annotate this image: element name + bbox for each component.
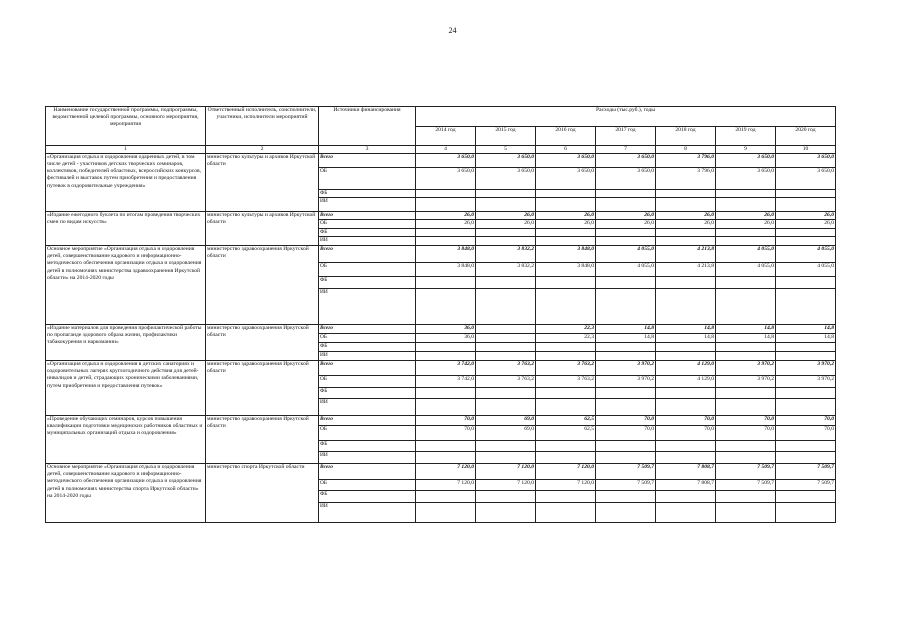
expense-value [776,343,836,352]
funding-source: Всего [319,464,416,480]
funding-source: ИИ [319,237,416,246]
expense-value [596,388,656,399]
funding-source: Всего [319,212,416,220]
expense-value: 3 796,0 [656,154,716,168]
expense-value [536,352,596,361]
expense-value [536,237,596,246]
expense-value: 4 213,8 [656,263,716,277]
funding-source: ОБ [319,480,416,491]
expense-value [656,491,716,503]
expense-value: 3 848,0 [416,246,476,263]
expense-value: 3 970,2 [596,376,656,388]
expense-value: 3 970,2 [776,376,836,388]
table-row [46,464,836,480]
expense-value [656,277,716,289]
responsible-executor: министерство культуры и архивов Иркутской области [206,212,319,246]
expense-value: 3 650,0 [416,154,476,168]
expense-value [656,399,716,416]
expense-value: 70,0 [716,416,776,426]
expense-value [536,388,596,399]
funding-source: ОБ [319,376,416,388]
column-number: 6 [536,146,596,154]
funding-source: ФБ [319,229,416,237]
expense-value [476,334,536,343]
expense-value [596,441,656,452]
expense-value: 26,0 [476,220,536,229]
funding-source: ИИ [319,503,416,523]
column-number: 10 [776,146,836,154]
header-expenses: Расходы (тыс.руб.), годы [416,107,836,127]
expense-value: 70,0 [416,416,476,426]
expense-value [536,343,596,352]
expense-value: 26,0 [656,212,716,220]
expense-value [656,388,716,399]
expense-value [476,237,536,246]
expense-value [716,229,776,237]
expense-value: 14,8 [596,334,656,343]
expense-value [716,452,776,464]
expense-value [416,491,476,503]
expense-value [776,190,836,198]
expense-value [716,277,776,289]
expense-value [716,503,776,523]
expense-value [656,198,716,212]
expense-value [476,399,536,416]
funding-source: Всего [319,246,416,263]
expense-value: 3 650,0 [776,154,836,168]
expense-value [476,190,536,198]
header-responsible: Ответственный исполнитель, соисполнители, участники, исполнители мероприятий [206,107,319,146]
expense-value: 14,8 [656,325,716,334]
expense-value [476,452,536,464]
expense-value: 3 848,0 [536,246,596,263]
expense-value [716,352,776,361]
expense-value [776,289,836,325]
column-number: 2 [206,146,319,154]
expense-value: 3 970,2 [716,376,776,388]
expense-value: 7 509,7 [596,464,656,480]
funding-source: ОБ [319,334,416,343]
expense-value [596,198,656,212]
expense-value: 3 970,2 [776,361,836,376]
column-number: 7 [596,146,656,154]
expense-value [416,452,476,464]
expense-value: 26,0 [656,220,716,229]
expense-value: 3 763,2 [476,361,536,376]
activity-name: «Организация отдыха и оздоровления одаренных детей, в том числе детей - участников детских творческих семинаров, коллективов, победителей областных, всероссийских конкурсов, фестивалей и выставок путем приобретения и предоставления путевок в оздоровительные учреждения» [46,154,206,212]
table-row [46,361,836,376]
funding-source: ИИ [319,399,416,416]
header-source: Источники финансирования [319,107,416,146]
funding-source: ОБ [319,168,416,190]
expense-value: 3 970,2 [716,361,776,376]
funding-source: ФБ [319,388,416,399]
funding-source: ФБ [319,441,416,452]
expense-value [776,491,836,503]
expense-value [536,229,596,237]
expense-value [596,491,656,503]
funding-source: ИИ [319,352,416,361]
expense-value [416,352,476,361]
expense-value [476,343,536,352]
expense-value: 26,0 [716,220,776,229]
expense-value: 7 808,7 [656,480,716,491]
expense-value [416,237,476,246]
expense-value [536,399,596,416]
expense-value [596,277,656,289]
expense-value: 3 650,0 [416,168,476,190]
expense-value [536,503,596,523]
expense-value: 4 055,0 [716,246,776,263]
expense-value [596,452,656,464]
expense-value [476,441,536,452]
column-number: 5 [476,146,536,154]
expense-value [476,229,536,237]
table-row [46,212,836,220]
expense-value [596,343,656,352]
expense-value [716,198,776,212]
responsible-executor: министерство здравоохранения Иркутской области [206,416,319,464]
expense-value: 70,0 [416,426,476,441]
expense-value: 70,0 [776,416,836,426]
expense-value: 4 055,0 [596,263,656,277]
header-year: 2018 год [656,127,716,146]
expense-value: 4 055,0 [596,246,656,263]
expense-value: 14,8 [776,325,836,334]
expense-value [776,198,836,212]
expense-value: 62,5 [536,416,596,426]
expense-value: 22,3 [536,325,596,334]
responsible-executor: министерство культуры и архивов Иркутской области [206,154,319,212]
expense-value: 7 509,7 [776,480,836,491]
expense-value: 70,0 [656,416,716,426]
funding-source: ФБ [319,190,416,198]
expense-value [476,277,536,289]
expense-value: 7 120,0 [416,480,476,491]
funding-source: ФБ [319,277,416,289]
table-row [46,154,836,168]
expense-value [596,352,656,361]
expense-value: 3 970,2 [596,361,656,376]
expense-value [656,343,716,352]
expense-value [416,277,476,289]
expense-value: 3 763,2 [536,361,596,376]
expense-value: 26,0 [596,212,656,220]
expense-value [416,399,476,416]
expense-value: 26,0 [776,220,836,229]
column-number: 8 [656,146,716,154]
expense-value [536,441,596,452]
expense-value: 22,3 [536,334,596,343]
expense-value [476,352,536,361]
expense-value [716,388,776,399]
expense-value: 3 650,0 [476,154,536,168]
table-row [46,325,836,334]
expense-value [776,388,836,399]
expense-value: 69,0 [476,426,536,441]
column-number: 3 [319,146,416,154]
table-row [46,416,836,426]
activity-name: Основное мероприятие «Организация отдыха и оздоровления детей, совершенствование кадрового и информационно-методического обеспечения организации отдыха и оздоровления детей в полномочиях министерства спорта Иркутской области» на 2014-2020 годы [46,464,206,523]
expense-value [716,289,776,325]
activity-name: «Проведение обучающих семинаров, курсов повышения квалификации подготовки медицинских работников областных и муниципальных организаций отдыха и оздоровления» [46,416,206,464]
expense-value: 3 832,2 [476,246,536,263]
funding-source: Всего [319,416,416,426]
expense-value: 70,0 [776,426,836,441]
expense-value [476,325,536,334]
expense-value [596,399,656,416]
expense-value: 3 650,0 [536,154,596,168]
expense-value: 7 509,7 [716,480,776,491]
expense-value [596,503,656,523]
responsible-executor: министерство здравоохранения Иркутской области [206,246,319,325]
expense-value: 26,0 [536,220,596,229]
expense-value: 14,8 [716,334,776,343]
activity-name: «Издание материалов для проведения профилактической работы по пропаганде здорового образа жизни, профилактики табакокурения и наркомании» [46,325,206,361]
expense-value [416,388,476,399]
expense-value [716,491,776,503]
expense-value: 14,8 [716,325,776,334]
expense-value: 7 509,7 [716,464,776,480]
column-number: 4 [416,146,476,154]
expense-value: 3 742,0 [416,361,476,376]
funding-source: ИИ [319,452,416,464]
funding-source: ОБ [319,220,416,229]
funding-source: Всего [319,325,416,334]
expense-value: 26,0 [716,212,776,220]
expense-value [656,229,716,237]
expense-value [716,441,776,452]
expense-value [596,229,656,237]
header-year: 2017 год [596,127,656,146]
activity-name: «Организация отдыха и оздоровления в детских санаториях и оздоровительных лагерях круглогодичного действия для детей-инвалидов и детей, страдающих хроническими заболеваниями, путем приобретения и предоставления путевок» [46,361,206,416]
expense-value [776,399,836,416]
header-name: Наименование государственной программы, подпрограммы, ведомственной целевой программы, основного мероприятия, мероприятия [46,107,206,146]
expense-value: 7 509,7 [596,480,656,491]
responsible-executor: министерство здравоохранения Иркутской области [206,325,319,361]
responsible-executor: министерство здравоохранения Иркутской области [206,361,319,416]
expense-value: 4 213,8 [656,246,716,263]
expense-value: 7 120,0 [416,464,476,480]
expense-value: 4 055,0 [776,246,836,263]
expense-value [716,343,776,352]
expense-value: 7 509,7 [776,464,836,480]
expense-value [776,503,836,523]
expense-value: 14,8 [596,325,656,334]
funding-source: ФБ [319,491,416,503]
header-year: 2016 год [536,127,596,146]
column-number: 1 [46,146,206,154]
expense-value [416,198,476,212]
budget-table [45,106,836,523]
activity-name: «Издание ежегодного буклета по итогам проведения творческих смен по видам искусств» [46,212,206,246]
expense-value [716,237,776,246]
expense-value [596,190,656,198]
expense-value: 36,0 [416,334,476,343]
expense-value: 36,0 [416,325,476,334]
expense-value [416,343,476,352]
expense-value [536,198,596,212]
expense-value: 3 650,0 [776,168,836,190]
expense-value: 3 763,2 [536,376,596,388]
expense-value: 3 848,0 [536,263,596,277]
expense-value [656,289,716,325]
expense-value [776,452,836,464]
expense-value [596,237,656,246]
expense-value: 26,0 [776,212,836,220]
header-year: 2015 год [476,127,536,146]
expense-value [776,352,836,361]
funding-source: ИИ [319,198,416,212]
expense-value: 26,0 [416,220,476,229]
expense-value: 3 796,0 [656,168,716,190]
expense-value [416,441,476,452]
expense-value [716,190,776,198]
expense-value: 7 120,0 [476,464,536,480]
table-row [46,246,836,263]
expense-value: 3 650,0 [596,168,656,190]
expense-value: 70,0 [596,416,656,426]
expense-value [476,289,536,325]
expense-value: 3 848,0 [416,263,476,277]
funding-source: ОБ [319,426,416,441]
expense-value: 14,8 [776,334,836,343]
expense-value [536,277,596,289]
expense-value: 3 650,0 [596,154,656,168]
expense-value: 7 120,0 [536,464,596,480]
responsible-executor: министерство спорта Иркутской области [206,464,319,523]
funding-source: Всего [319,361,416,376]
expense-value [416,289,476,325]
expense-value [656,352,716,361]
expense-value [656,441,716,452]
funding-source: ОБ [319,263,416,277]
expense-value: 7 120,0 [476,480,536,491]
expense-value: 7 120,0 [536,480,596,491]
expense-value: 7 808,7 [656,464,716,480]
expense-value: 70,0 [656,426,716,441]
expense-value [536,452,596,464]
expense-value [476,491,536,503]
header-year: 2020 год [776,127,836,146]
expense-value [656,452,716,464]
expense-value [416,503,476,523]
expense-value [476,198,536,212]
expense-value: 70,0 [596,426,656,441]
header-year: 2019 год [716,127,776,146]
expense-value: 26,0 [536,212,596,220]
expense-value [476,388,536,399]
funding-source: ИИ [319,289,416,325]
expense-value [656,503,716,523]
expense-value [656,237,716,246]
expense-value: 3 763,2 [476,376,536,388]
expense-value [536,190,596,198]
expense-value: 4 129,0 [656,376,716,388]
funding-source: Всего [319,154,416,168]
expense-value [776,277,836,289]
expense-value: 3 650,0 [716,154,776,168]
expense-value [536,491,596,503]
expense-value: 3 742,0 [416,376,476,388]
expense-value: 70,0 [716,426,776,441]
expense-value: 3 650,0 [536,168,596,190]
expense-value: 3 832,2 [476,263,536,277]
expense-value [716,399,776,416]
expense-value: 3 650,0 [476,168,536,190]
expense-value: 69,0 [476,416,536,426]
page-number: 24 [448,26,457,35]
funding-source: ФБ [319,343,416,352]
expense-value [656,190,716,198]
expense-value: 26,0 [416,212,476,220]
expense-value [536,289,596,325]
expense-value: 4 055,0 [716,263,776,277]
expense-value [596,289,656,325]
column-number: 9 [716,146,776,154]
header-year: 2014 год [416,127,476,146]
expense-value: 3 650,0 [716,168,776,190]
expense-value: 26,0 [476,212,536,220]
expense-value [416,190,476,198]
expense-value [416,229,476,237]
expense-value: 26,0 [596,220,656,229]
expense-value: 4 055,0 [776,263,836,277]
expense-value: 4 129,0 [656,361,716,376]
expense-value [776,441,836,452]
expense-value: 62,5 [536,426,596,441]
activity-name: Основное мероприятие «Организация отдыха и оздоровления детей, совершенствование кадрового и информационно-методического обеспечения организации отдыха и оздоровления детей в полномочиях министерства здравоохранения Иркутской области» на 2014-2020 годы [46,246,206,325]
expense-value: 14,8 [656,334,716,343]
expense-value [476,503,536,523]
expense-value [776,229,836,237]
expense-value [776,237,836,246]
